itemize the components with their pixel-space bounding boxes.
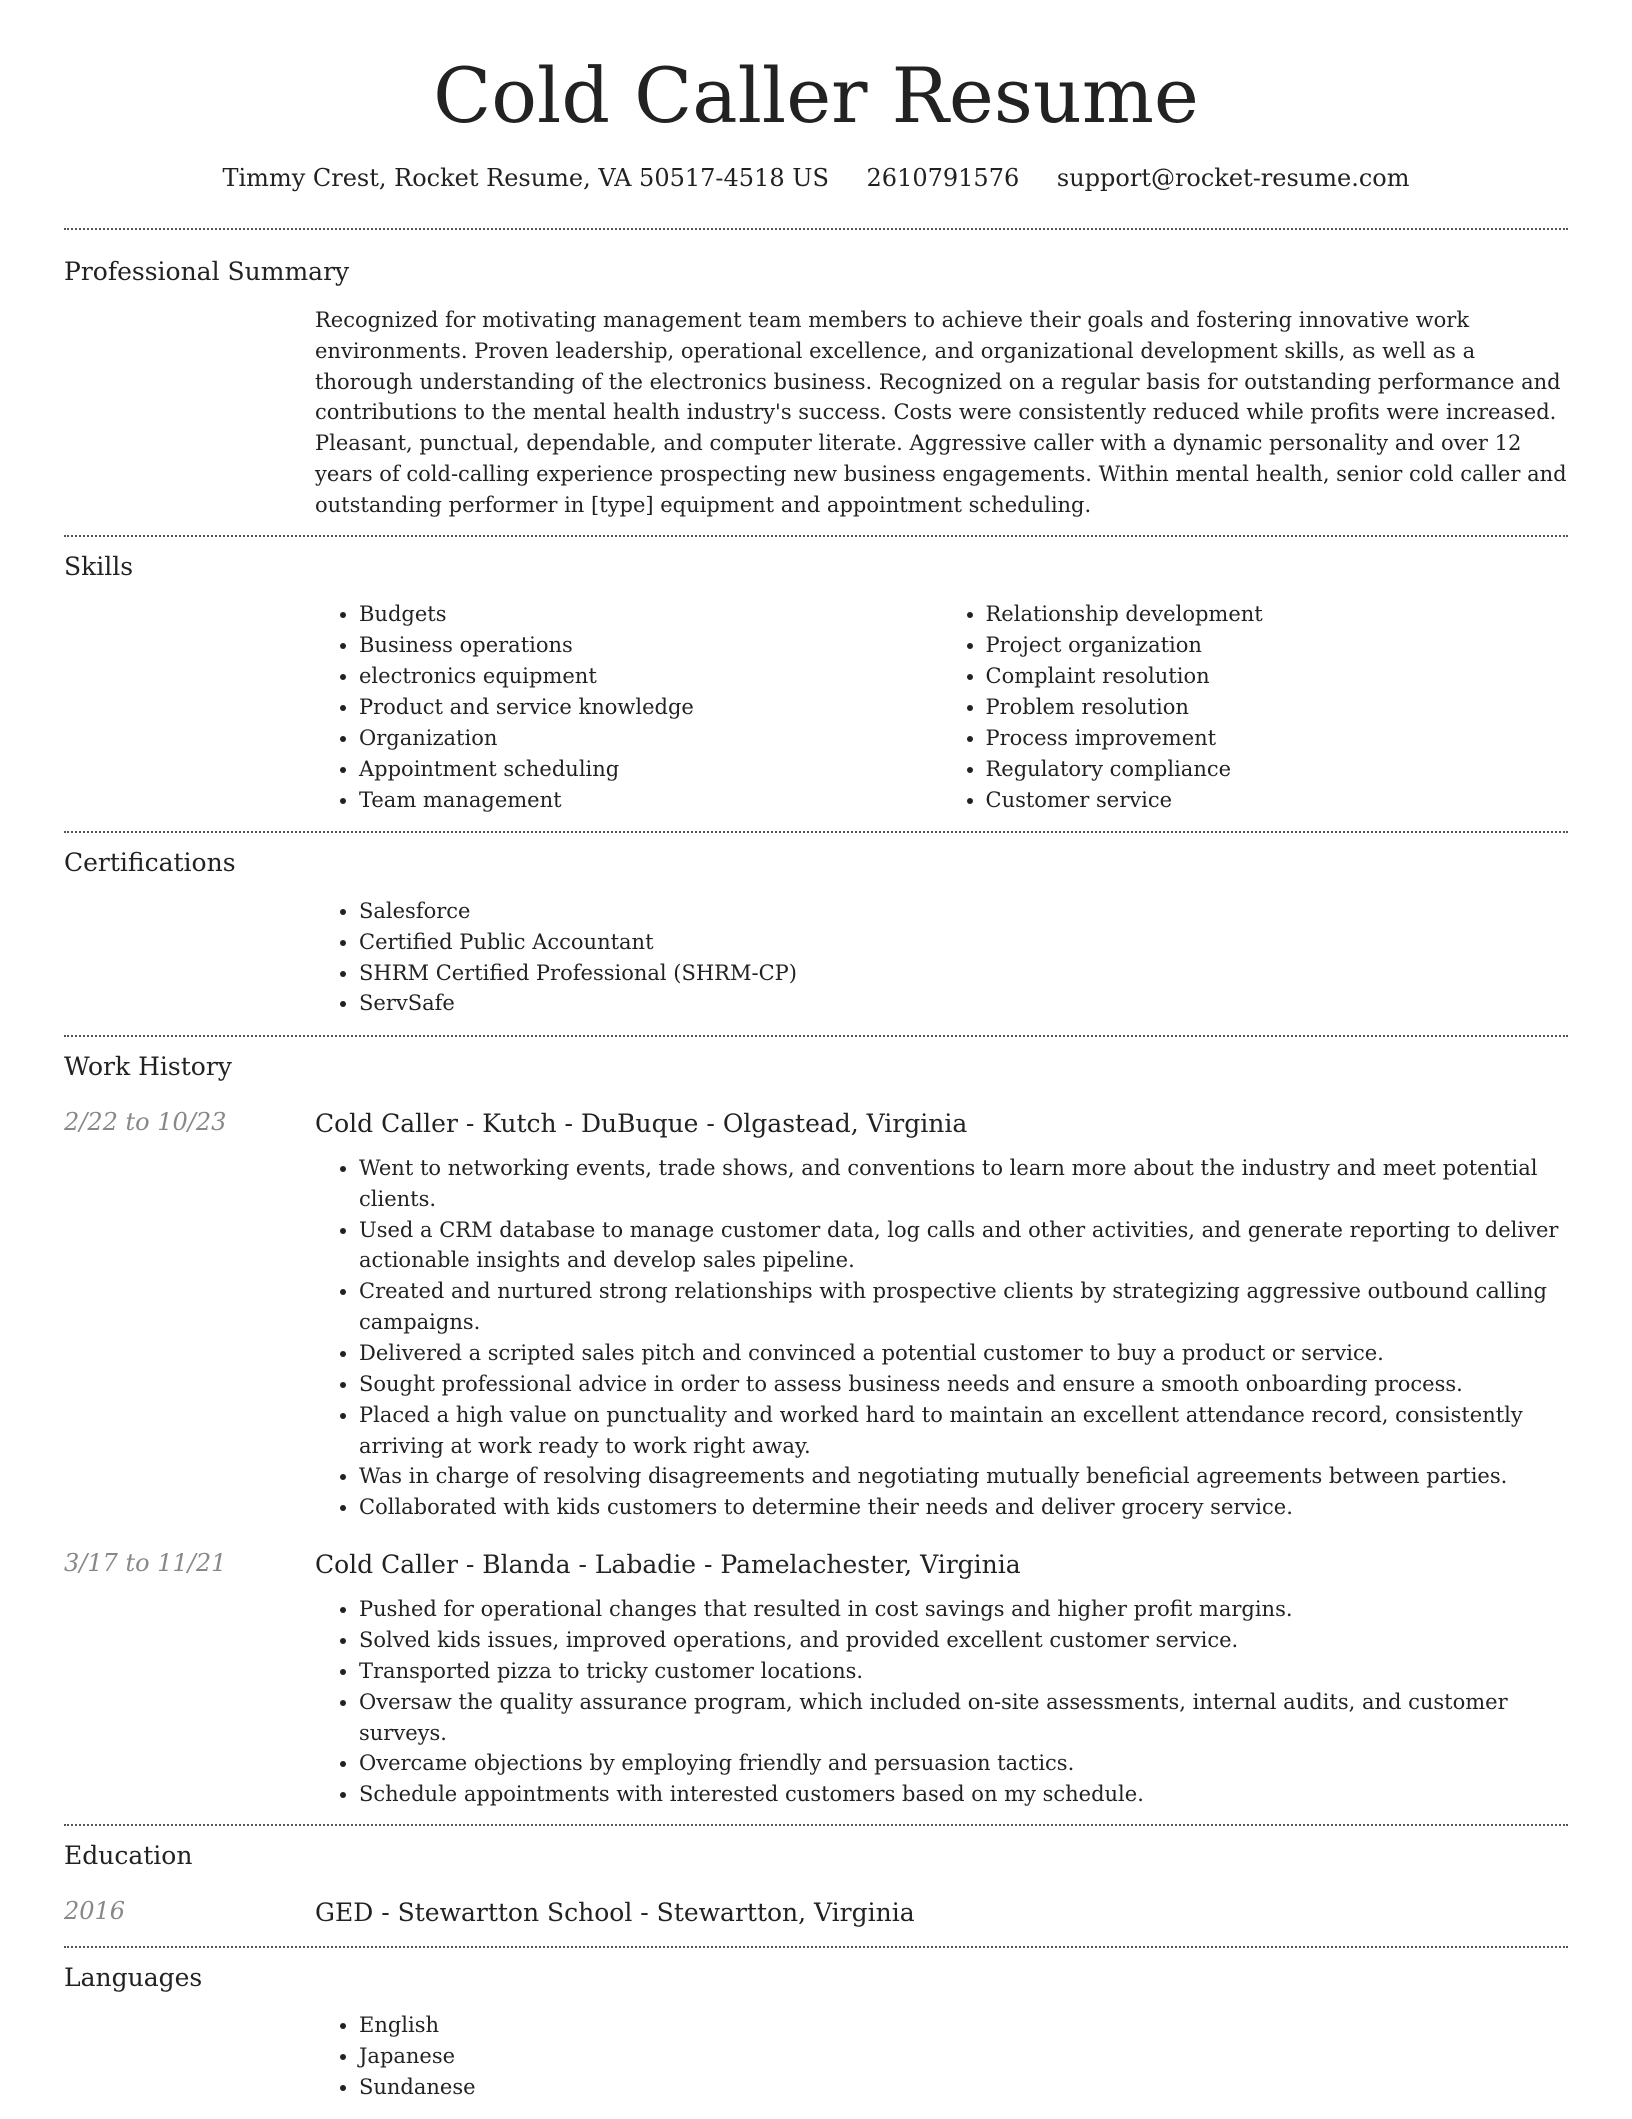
- job-bullets: [315, 1141, 1568, 1547]
- skill-item: • Problem resolution: [986, 692, 1569, 723]
- job-bullet: • Collaborated with kids customers to determine their needs and deliver grocery service.: [359, 1492, 1568, 1523]
- section-heading-summary: Professional Summary: [64, 257, 350, 287]
- job-bullet: • Went to networking events, trade shows, and conventions to learn more about the industry and meet potential clients.: [359, 1153, 1568, 1215]
- languages-list: [315, 2010, 1568, 2103]
- job-bullet: • Pushed for operational changes that resulted in cost savings and higher profit margins.: [359, 1594, 1568, 1625]
- job-bullet-list: [315, 1153, 1568, 1523]
- job-bullet: • Sought professional advice in order to assess business needs and ensure a smooth onboarding process.: [359, 1369, 1568, 1400]
- section-heading-education: Education: [64, 1841, 193, 1871]
- resume-title: Cold Caller Resume: [433, 51, 1199, 140]
- job-bullet: • Was in charge of resolving disagreements and negotiating mutually beneficial agreements between parties.: [359, 1461, 1568, 1492]
- contact-phone: 2610791576: [866, 164, 1020, 193]
- job-title: Cold Caller - Blanda - Labadie - Pamelachester, Virginia: [315, 1550, 1021, 1580]
- job-dates: 2/22 to 10/23: [64, 1107, 227, 1136]
- language-item: • English: [359, 2010, 1568, 2041]
- job-bullet: • Solved kids issues, improved operations, and provided excellent customer service.: [359, 1625, 1568, 1656]
- contact-email: support@rocket-resume.com: [1056, 164, 1410, 193]
- job-bullets: [315, 1582, 1568, 1824]
- job-entry: [64, 1547, 1568, 1582]
- skill-item: • Business operations: [359, 630, 942, 661]
- job-entry: [64, 1084, 1568, 1141]
- certification-item: • Salesforce: [359, 896, 1568, 927]
- certifications-list: [315, 896, 1568, 1019]
- job-bullet: • Placed a high value on punctuality and worked hard to maintain an excellent attendance record, consistently arriving at work ready to work right away.: [359, 1400, 1568, 1462]
- skill-item: • Process improvement: [986, 723, 1569, 754]
- section-heading-skills: Skills: [64, 551, 134, 581]
- skills-list-right: [942, 599, 1569, 815]
- language-item: • Sundanese: [359, 2072, 1568, 2103]
- skills-columns: [315, 583, 1568, 831]
- section-languages: [64, 1946, 1568, 2119]
- skill-item: • Team management: [359, 785, 942, 816]
- education-entry: [64, 1873, 1568, 1930]
- job-bullet: • Delivered a scripted sales pitch and convinced a potential customer to buy a product or service.: [359, 1338, 1568, 1369]
- skill-item: • Product and service knowledge: [359, 692, 942, 723]
- skill-item: • Project organization: [986, 630, 1569, 661]
- section-professional-summary: [64, 228, 1568, 535]
- contact-address: Timmy Crest, Rocket Resume, VA 50517-4518 US: [222, 164, 829, 193]
- job-bullet: • Overcame objections by employing friendly and persuasion tactics.: [359, 1748, 1568, 1779]
- certification-item: • SHRM Certified Professional (SHRM-CP): [359, 958, 1568, 989]
- skill-item: • Customer service: [986, 785, 1569, 816]
- certifications-block: [315, 880, 1568, 1035]
- certification-item: • Certified Public Accountant: [359, 927, 1568, 958]
- job-bullet: • Transported pizza to tricky customer locations.: [359, 1656, 1568, 1687]
- education-year: 2016: [64, 1896, 126, 1925]
- section-heading-work: Work History: [64, 1052, 232, 1082]
- skill-item: • Organization: [359, 723, 942, 754]
- job-bullet: • Schedule appointments with interested customers based on my schedule.: [359, 1779, 1568, 1810]
- language-item: • Japanese: [359, 2041, 1568, 2072]
- section-heading-languages: Languages: [64, 1962, 203, 1992]
- job-bullet-list: [315, 1594, 1568, 1810]
- section-education: [64, 1824, 1568, 1946]
- skills-list-left: [315, 599, 942, 815]
- job-bullet: • Used a CRM database to manage customer data, log calls and other activities, and generate reporting to deliver actionable insights and develop sales pipeline.: [359, 1215, 1568, 1277]
- section-skills: [64, 535, 1568, 832]
- job-bullet: • Created and nurtured strong relationships with prospective clients by strategizing aggressive outbound calling campaigns.: [359, 1276, 1568, 1338]
- languages-block: [315, 1994, 1568, 2119]
- job-dates: 3/17 to 11/21: [64, 1549, 227, 1578]
- section-certifications: [64, 831, 1568, 1035]
- section-work-history: [64, 1035, 1568, 1824]
- skill-item: • Budgets: [359, 599, 942, 630]
- skill-item: • electronics equipment: [359, 661, 942, 692]
- skill-item: • Appointment scheduling: [359, 754, 942, 785]
- contact-line: [64, 163, 1568, 194]
- certification-item: • ServSafe: [359, 988, 1568, 1019]
- job-bullet: • Oversaw the quality assurance program, which included on-site assessments, internal audits, and customer surveys.: [359, 1687, 1568, 1749]
- summary-text: Recognized for motivating management team members to achieve their goals and fostering innovative work environments. Proven leadership, operational excellence, and organizational development skills, as well as a thorough understanding of the electronics business. Recognized on a regular basis for outstanding performance and contributions to the mental health industry's success. Costs were consistently reduced while profits were increased. Pleasant, punctual, dependable, and computer literate. Aggressive caller with a dynamic personality and over 12 years of cold-calling experience prospecting new business engagements. Within mental health, senior cold caller and outstanding performer in [type] equipment and appointment scheduling.: [315, 307, 1567, 518]
- skill-item: • Regulatory compliance: [986, 754, 1569, 785]
- skill-item: • Relationship development: [986, 599, 1569, 630]
- skill-item: • Complaint resolution: [986, 661, 1569, 692]
- job-title: Cold Caller - Kutch - DuBuque - Olgastead, Virginia: [315, 1108, 968, 1138]
- section-heading-certifications: Certifications: [64, 848, 236, 878]
- education-title: GED - Stewartton School - Stewartton, Virginia: [315, 1897, 915, 1927]
